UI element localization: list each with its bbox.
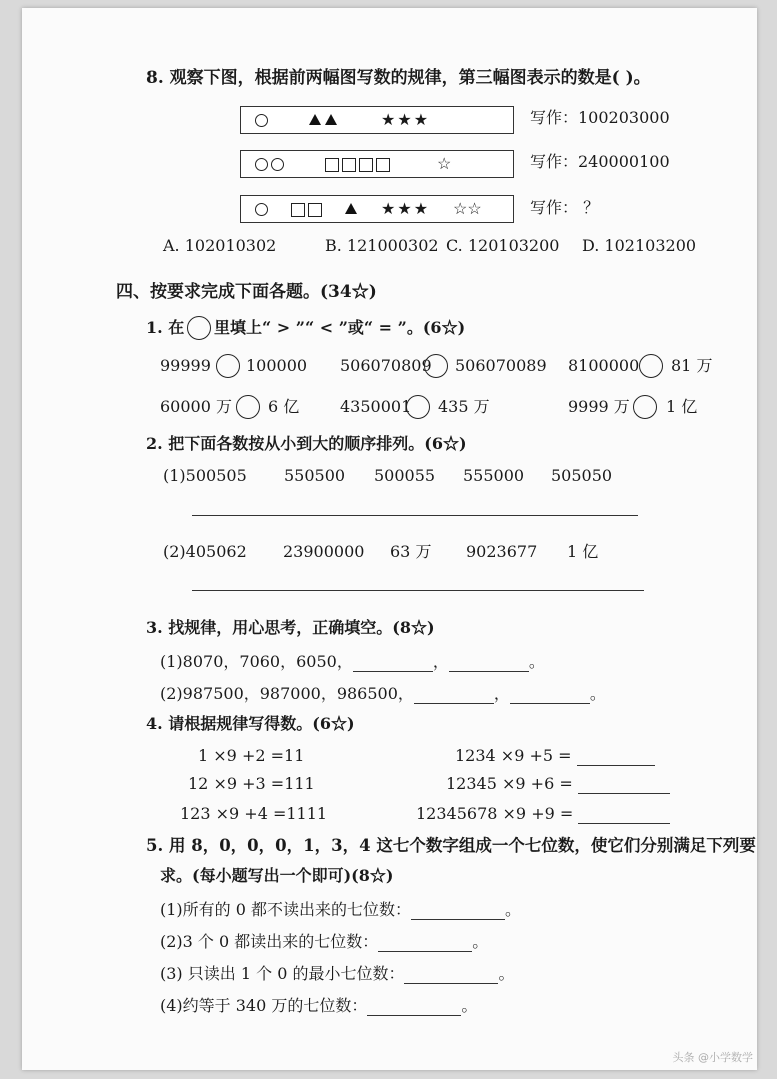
compare-circle-1[interactable] bbox=[216, 354, 240, 378]
q2-p2-label: (2)405062 bbox=[163, 542, 247, 561]
q3-p1-blank-1[interactable] bbox=[353, 657, 433, 672]
q2-p2-num-4: 1 亿 bbox=[567, 542, 599, 561]
q4-right-1-blank[interactable] bbox=[577, 751, 655, 766]
q5-p2-text: (2)3 个 0 都读出来的七位数： bbox=[160, 932, 379, 951]
q4-left-3: 123 ×9 +4 =1111 bbox=[180, 804, 328, 823]
circle-icon bbox=[255, 158, 268, 171]
square-icon bbox=[325, 158, 339, 172]
q5-p4 bbox=[160, 996, 477, 1016]
q2-p1-label: (1)500505 bbox=[163, 466, 247, 485]
q5-end: 。 bbox=[472, 932, 489, 951]
triangle-icon bbox=[309, 114, 321, 125]
q5-p2 bbox=[160, 932, 488, 952]
q1-r2-c-right: 1 亿 bbox=[666, 397, 698, 416]
q4-left-2: 12 ×9 +3 =111 bbox=[188, 774, 315, 793]
q1-r1-c-right: 81 万 bbox=[671, 356, 713, 375]
q2-p1-num-3: 555000 bbox=[463, 466, 525, 485]
hollow-star-icon: ☆ bbox=[437, 154, 452, 173]
compare-circle-3[interactable] bbox=[639, 354, 663, 378]
q3-end: 。 bbox=[528, 652, 545, 671]
q8-row3-written: 写作： ？ bbox=[530, 198, 600, 217]
compare-circle-5[interactable] bbox=[406, 395, 430, 419]
q4-right-2-blank[interactable] bbox=[578, 779, 670, 794]
q3-line-1 bbox=[160, 652, 545, 672]
compare-circle-6[interactable] bbox=[633, 395, 657, 419]
square-icon bbox=[342, 158, 356, 172]
q3-p2-blank-2[interactable] bbox=[510, 689, 590, 704]
q5-end: 。 bbox=[505, 900, 522, 919]
star-icons: ★★★ bbox=[381, 110, 431, 129]
q2-p2-num-2: 63 万 bbox=[390, 542, 432, 561]
q3-comma: ， bbox=[493, 684, 510, 703]
square-icon bbox=[308, 203, 322, 217]
q2-p2-answer-line[interactable] bbox=[192, 590, 644, 591]
q5-p4-text: (4)约等于 340 万的七位数： bbox=[160, 996, 368, 1015]
square-icon bbox=[359, 158, 373, 172]
q1-r1-b-left: 506070809 bbox=[340, 356, 432, 375]
q1-r2-b-left: 4350001 bbox=[340, 397, 412, 416]
q5-p1-blank[interactable] bbox=[411, 905, 505, 920]
q1-r2-a-right: 6 亿 bbox=[268, 397, 300, 416]
q3-comma: ， bbox=[432, 652, 449, 671]
circle-icon bbox=[271, 158, 284, 171]
q4-right-3-blank[interactable] bbox=[578, 809, 670, 824]
section-4-title: 四、按要求完成下面各题。(34☆) bbox=[116, 282, 377, 302]
q2-p2-num-3: 9023677 bbox=[466, 542, 538, 561]
hollow-star-icons: ☆☆ bbox=[453, 199, 482, 218]
q5-end: 。 bbox=[498, 964, 515, 983]
q1-stem-a: 1. 在 bbox=[146, 318, 185, 337]
q5-p3-text: (3) 只读出 1 个 0 的最小七位数： bbox=[160, 964, 405, 983]
q8-option-d: D. 102103200 bbox=[582, 236, 697, 255]
q2-stem: 2. 把下面各数按从小到大的顺序排列。(6☆) bbox=[146, 434, 467, 453]
q5-end: 。 bbox=[461, 996, 478, 1015]
pattern-box-2 bbox=[240, 150, 514, 178]
q2-p1-num-1: 550500 bbox=[284, 466, 346, 485]
square-icon bbox=[291, 203, 305, 217]
q5-stem-line2: 求。(每小题写出一个即可)(8☆) bbox=[160, 866, 394, 885]
q5-stem-line1: 5. 用 8，0，0，0，1，3，4 这七个数字组成一个七位数，使它们分别满足下列要 bbox=[146, 836, 756, 855]
q1-r2-c-left: 9999 万 bbox=[568, 397, 630, 416]
q1-r1-a-left: 99999 bbox=[160, 356, 211, 375]
q4-right-3 bbox=[416, 804, 670, 824]
star-icons: ★★★ bbox=[381, 199, 431, 218]
q8-row1-written: 写作：100203000 bbox=[530, 108, 670, 127]
q2-p1-answer-line[interactable] bbox=[192, 515, 638, 516]
triangle-icon bbox=[325, 114, 337, 125]
q3-p2-blank-1[interactable] bbox=[414, 689, 494, 704]
q5-p4-blank[interactable] bbox=[367, 1001, 461, 1016]
q4-stem: 4. 请根据规律写得数。(6☆) bbox=[146, 714, 355, 733]
q1-r1-a-right: 100000 bbox=[246, 356, 308, 375]
q1-r1-c-left: 8100000 bbox=[568, 356, 640, 375]
q2-p1-num-2: 500055 bbox=[374, 466, 436, 485]
q2-p2-num-1: 23900000 bbox=[283, 542, 365, 561]
q3-p1-blank-2[interactable] bbox=[449, 657, 529, 672]
q4-right-2 bbox=[446, 774, 670, 794]
q5-p3 bbox=[160, 964, 514, 984]
triangle-icon bbox=[345, 203, 357, 214]
q8-option-c: C. 120103200 bbox=[446, 236, 560, 255]
q8-option-a: A. 102010302 bbox=[163, 236, 277, 255]
q5-p1 bbox=[160, 900, 521, 920]
q2-p1-num-4: 505050 bbox=[551, 466, 613, 485]
q5-p3-blank[interactable] bbox=[404, 969, 498, 984]
q8-stem: 8. 观察下图，根据前两幅图写数的规律，第三幅图表示的数是( )。 bbox=[146, 68, 651, 88]
circle-icon bbox=[255, 203, 268, 216]
pattern-box-3 bbox=[240, 195, 514, 223]
q3-stem: 3. 找规律，用心思考，正确填空。(8☆) bbox=[146, 618, 435, 637]
q3-line-2 bbox=[160, 684, 606, 704]
square-icon bbox=[376, 158, 390, 172]
q8-row2-written: 写作：240000100 bbox=[530, 152, 670, 171]
q4-right-3-text: 12345678 ×9 +9 = bbox=[416, 804, 574, 823]
compare-circle-2[interactable] bbox=[424, 354, 448, 378]
pattern-box-1 bbox=[240, 106, 514, 134]
q3-p2-text: (2)987500，987000，986500， bbox=[160, 684, 414, 703]
q5-p2-blank[interactable] bbox=[378, 937, 472, 952]
q4-left-1: 1 ×9 +2 =11 bbox=[198, 746, 305, 765]
q1-r1-b-right: 506070089 bbox=[455, 356, 547, 375]
q4-right-2-text: 12345 ×9 +6 = bbox=[446, 774, 573, 793]
compare-circle-4[interactable] bbox=[236, 395, 260, 419]
compare-circle-sample bbox=[187, 316, 211, 340]
q4-right-1-text: 1234 ×9 +5 = bbox=[455, 746, 572, 765]
q4-right-1 bbox=[455, 746, 655, 766]
q8-option-b: B. 121000302 bbox=[325, 236, 439, 255]
circle-icon bbox=[255, 114, 268, 127]
q5-p1-text: (1)所有的 0 都不读出来的七位数： bbox=[160, 900, 412, 919]
q3-end: 。 bbox=[589, 684, 606, 703]
q3-p1-text: (1)8070，7060，6050， bbox=[160, 652, 353, 671]
watermark: 头条 @小学数学 bbox=[672, 1051, 753, 1064]
q1-r2-b-right: 435 万 bbox=[438, 397, 490, 416]
q1-r2-a-left: 60000 万 bbox=[160, 397, 232, 416]
q1-stem-b: 里填上“ > ”“ < ”或“ = ”。(6☆) bbox=[214, 318, 466, 337]
